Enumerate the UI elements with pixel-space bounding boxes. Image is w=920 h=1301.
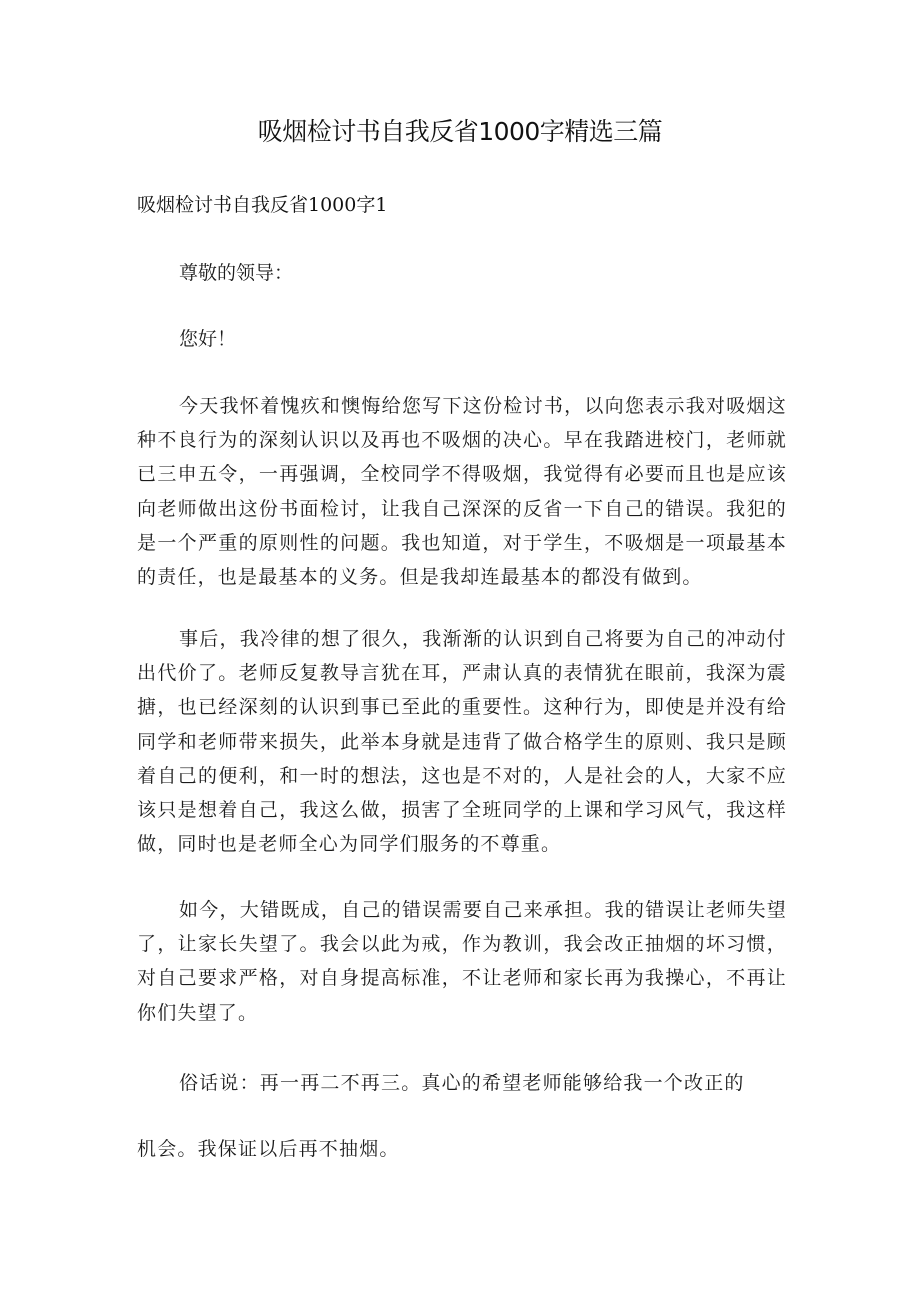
- document-title: 吸烟检讨书自我反省1000字精选三篇: [257, 117, 663, 146]
- body-paragraph-3: 如今，大错既成，自己的错误需要自己来承担。我的错误让老师失望了，让家长失望了。我会以此为戒，作为教训，我会改正抽烟的坏习惯，对自己要求严格，对自身提高标准，不让老师和家长再为我操心，不再让你们失望了。: [137, 899, 787, 1024]
- section-heading: 吸烟检讨书自我反省1000字1: [137, 194, 388, 216]
- body-paragraph-1: 今天我怀着愧疚和懊悔给您写下这份检讨书，以向您表示我对吸烟这种不良行为的深刻认识以及再也不吸烟的决心。早在我踏进校门，老师就已三申五令，一再强调，全校同学不得吸烟，我觉得有必要而且也是应该向老师做出这份书面检讨，让我自己深深的反省一下自己的错误。我犯的是一个严重的原则性的问题。我也知道，对于学生，不吸烟是一项最基本的责任，也是最基本的义务。但是我却连最基本的都没有做到。: [137, 395, 787, 589]
- closing-line-1: 俗话说：再一再二不再三。真心的希望老师能够给我一个改正的: [179, 1072, 745, 1094]
- salutation: 尊敬的领导：: [179, 262, 294, 284]
- greeting: 您好！: [179, 328, 237, 350]
- closing-line-2: 机会。我保证以后再不抽烟。: [137, 1138, 400, 1160]
- body-paragraph-2: 事后，我冷律的想了很久，我渐渐的认识到自己将要为自己的冲动付出代价了。老师反复教导言犹在耳，严肃认真的表情犹在眼前，我深为震搪，也已经深刻的认识到事已至此的重要性。这种行为，即使是并没有给同学和老师带来损失，此举本身就是违背了做合格学生的原则、我只是顾着自己的便利，和一时的想法，这也是不对的，人是社会的人，大家不应该只是想着自己，我这么做，损害了全班同学的上课和学习风气，我这样做，同时也是老师全心为同学们服务的不尊重。: [137, 628, 787, 856]
